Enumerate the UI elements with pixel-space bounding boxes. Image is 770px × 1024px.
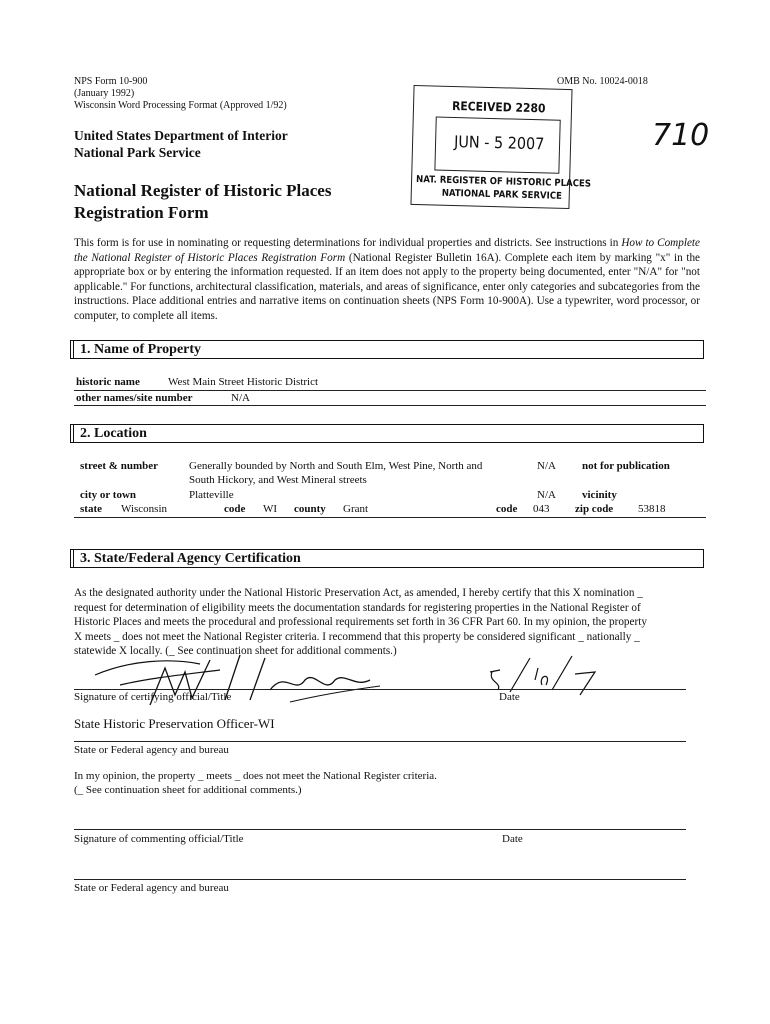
commenting-date-label: Date [502, 833, 523, 845]
section-1-title: 1. Name of Property [80, 342, 202, 357]
stamp-date: JUN - 5 2007 [453, 132, 545, 154]
certifier-title: State Historic Preservation Officer-WI [74, 716, 275, 731]
cert-line-1: As the designated authority under the National Historic Preservation Act, as amended, I hereby certify that this X nomination _ [74, 587, 643, 599]
instructions-paragraph [74, 236, 700, 324]
street-value-line-2: South Hickory, and West Mineral streets [189, 474, 367, 486]
historic-name-label: historic name [76, 376, 140, 388]
county-code-label: code [496, 503, 518, 515]
vicinity-label: vicinity [582, 489, 617, 501]
cert-line-4: X meets _ does not meet the National Register criteria. I recommend that this property be considered significant _ nationally _ [74, 630, 640, 643]
certification-paragraph [74, 586, 706, 659]
cert-line-3: Historic Places and meets the procedural and professional requirements set forth in 36 CFR Part 60. In my opinion, the property [74, 616, 647, 629]
not-for-publication-label: not for publication [582, 460, 670, 472]
state-value: Wisconsin [121, 503, 167, 515]
agency-label: State or Federal agency and bureau [74, 744, 229, 756]
section-3-title: 3. State/Federal Agency Certification [80, 551, 301, 566]
form-number: NPS Form 10-900 [74, 76, 148, 87]
section-2-title: 2. Location [80, 426, 147, 441]
state-label: state [80, 503, 102, 515]
agency-line-1: United States Department of Interior [74, 128, 288, 143]
other-names-value: N/A [231, 392, 250, 404]
historic-name-value: West Main Street Historic District [168, 376, 319, 388]
agency-line-2: National Park Service [74, 145, 201, 160]
city-label: city or town [80, 489, 137, 501]
omb-number: OMB No. 10024-0018 [557, 76, 648, 87]
received-stamp [410, 85, 592, 209]
cert-line-5: statewide X locally. (_ See continuation sheet for additional comments.) [74, 645, 397, 658]
street-label: street & number [80, 460, 158, 472]
section-2-header [70, 424, 704, 443]
stamp-line-2: NATIONAL PARK SERVICE [441, 187, 563, 202]
stamp-received: RECEIVED 2280 [451, 98, 546, 116]
commenting-signature-label: Signature of commenting official/Title [74, 833, 244, 845]
county-code-value: 043 [533, 503, 550, 515]
opinion-line-2: (_ See continuation sheet for additional comments.) [74, 784, 302, 796]
opinion-line-1: In my opinion, the property _ meets _ does not meet the National Register criteria. [74, 770, 437, 782]
instructions-italic: How to Complete the National Register of Historic Places Registration Form [74, 237, 700, 264]
instructions-text-a: This form is for use in nominating or requesting determinations for individual properties and districts. See instructions in [74, 237, 622, 249]
zip-value: 53818 [638, 503, 666, 515]
state-code-value: WI [263, 503, 278, 515]
signature-label: Signature of certifying official/Title [74, 691, 232, 703]
instructions-text-b: (National Register Bulletin 16A). Complete each item by marking "x" in the appropriate box or by entering the information requested. If an item does not apply to the property being documented, enter "N/A" for "not applicable." For functions, architectural classification, materials, and areas of significance, enter only categories and subcategories from the instructions. Place additional entries and narrative items on continuation sheets (NPS Form 10-900A). Use a typewriter, word processor, or computer, to complete all items. [74, 251, 701, 322]
state-code-label: code [224, 503, 246, 515]
form-title-line-1: National Register of Historic Places [74, 181, 332, 200]
form-date: (January 1992) [74, 88, 135, 99]
section-3-header [70, 549, 704, 568]
street-value-line-1: Generally bounded by North and South Elm, West Pine, North and [189, 460, 483, 472]
section-1-header [70, 340, 704, 359]
county-label: county [294, 503, 326, 515]
city-value: Platteville [189, 489, 234, 501]
other-names-label: other names/site number [76, 392, 193, 404]
cert-line-2: request for determination of eligibility meets the documentation standards for registering properties in the National Register of [74, 601, 641, 614]
handwritten-number: 710 [652, 118, 710, 153]
stamp-date-box [434, 117, 560, 174]
date-scribble [480, 650, 600, 700]
format-note: Wisconsin Word Processing Format (Approved 1/92) [74, 100, 287, 111]
city-na: N/A [537, 489, 556, 501]
date-label: Date [499, 691, 520, 703]
zip-label: zip code [575, 503, 614, 515]
form-title-line-2: Registration Form [74, 203, 209, 222]
agency-label-2: State or Federal agency and bureau [74, 882, 229, 894]
stamp-line-1: NAT. REGISTER OF HISTORIC PLACES [415, 174, 592, 190]
street-na: N/A [537, 460, 556, 472]
county-value: Grant [343, 503, 369, 515]
